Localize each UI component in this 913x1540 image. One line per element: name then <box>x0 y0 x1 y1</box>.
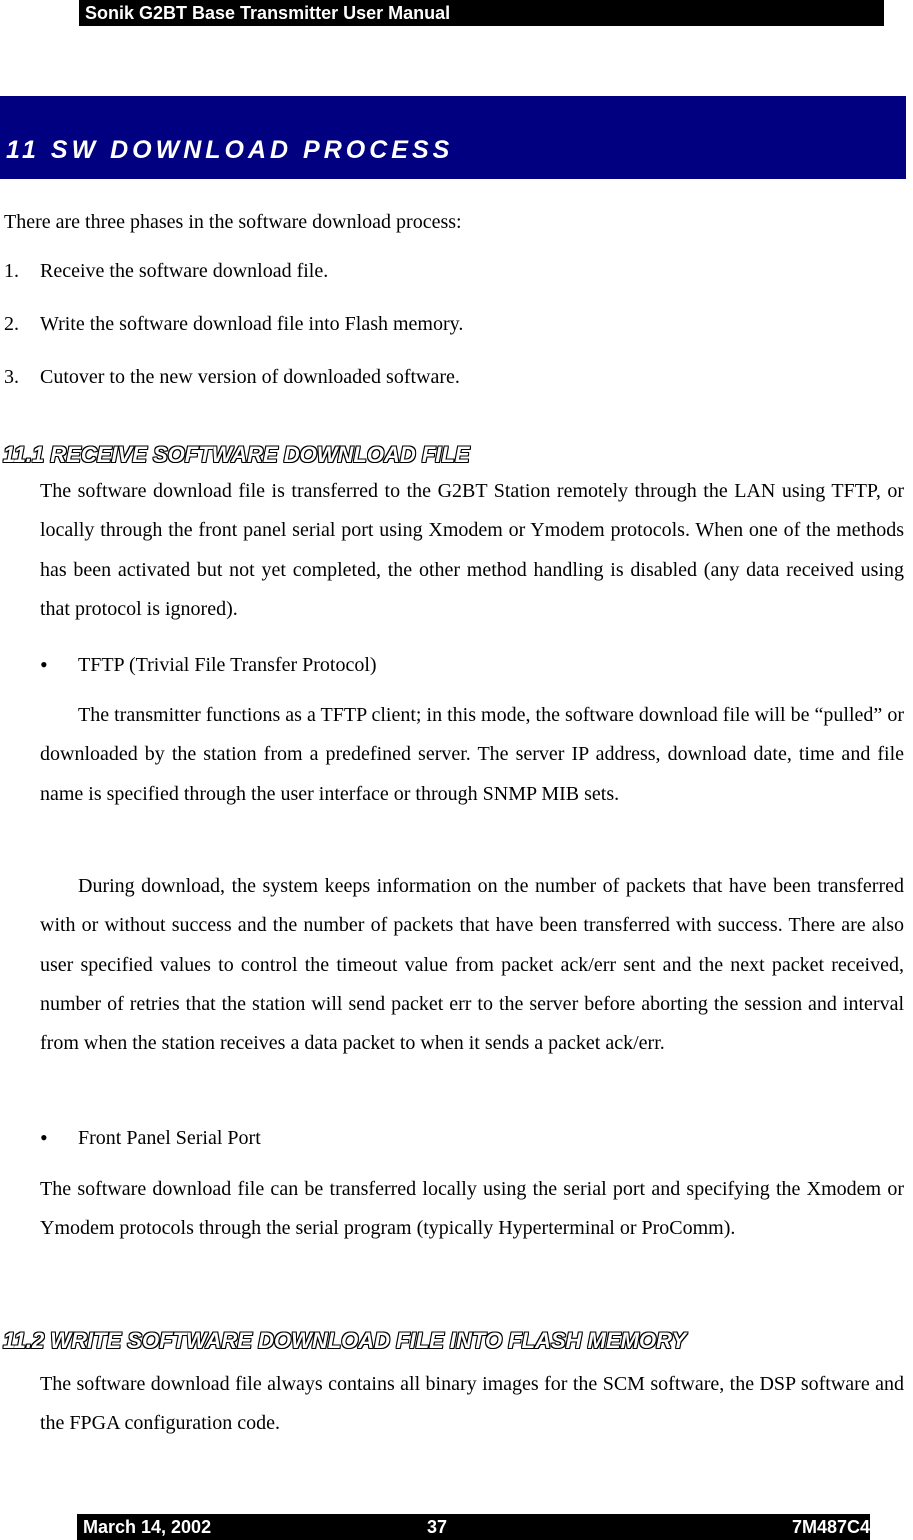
phase-number: 1. <box>4 260 19 282</box>
phase-item: Write the software download file into Flash memory. <box>40 313 464 335</box>
tftp-paragraph-2: During download, the system keeps information on the number of packets that have been transferred with or without success and the number of packets that have been transferred with success. There are also user specified values to control the timeout value from packet ack/err sent and the next packet received, number of retries that the station will send packet err to the server before aborting the session and interval from when the station receives a data packet to when it sends a packet ack/err. <box>40 875 904 1055</box>
bullet-tftp: TFTP (Trivial File Transfer Protocol) <box>78 654 377 676</box>
chapter-banner <box>0 96 906 179</box>
section2-paragraph: The software download file always contains all binary images for the SCM software, the DSP software and the FPGA configuration code. <box>40 1373 904 1435</box>
chapter-title: 11 SW DOWNLOAD PROCESS <box>6 136 454 164</box>
phase-number: 3. <box>4 366 19 388</box>
footer-date: March 14, 2002 <box>83 1517 212 1537</box>
serial-paragraph: The software download file can be transferred locally using the serial port and specifying the Xmodem or Ymodem protocols through the serial program (typically Hyperterminal or ProComm). <box>40 1178 904 1240</box>
phase-number: 2. <box>4 313 19 335</box>
page-footer <box>77 1514 870 1540</box>
running-header <box>79 0 884 26</box>
phase-item: Cutover to the new version of downloaded software. <box>40 366 460 388</box>
bullet-icon: • <box>40 1125 48 1150</box>
tftp-paragraph-1: The transmitter functions as a TFTP client; in this mode, the software download file will be “pulled” or downloaded by the station from a predefined server. The server IP address, download date, time and file name is specified through the user interface or through SNMP MIB sets. <box>40 704 904 805</box>
page-number: 37 <box>427 1517 448 1537</box>
manual-title: Sonik G2BT Base Transmitter User Manual <box>85 3 451 23</box>
document-id: 7M487C4 <box>791 1517 870 1537</box>
phase-item: Receive the software download file. <box>40 260 329 282</box>
section1-paragraph: The software download file is transferred to the G2BT Station remotely through the LAN using TFTP, or locally through the front panel serial port using Xmodem or Ymodem protocols. When one of the methods has been activated but not yet completed, the other method handling is disabled (any data received using that protocol is ignored). <box>40 480 904 620</box>
section-heading-write: 11.2 WRITE SOFTWARE DOWNLOAD FILE INTO FLASH MEMORY <box>3 1328 687 1353</box>
section-heading-receive: 11.1 RECEIVE SOFTWARE DOWNLOAD FILE <box>3 442 470 467</box>
bullet-icon: • <box>40 652 48 677</box>
bullet-serial-port: Front Panel Serial Port <box>78 1127 261 1149</box>
intro-text: There are three phases in the software download process: <box>4 211 462 233</box>
